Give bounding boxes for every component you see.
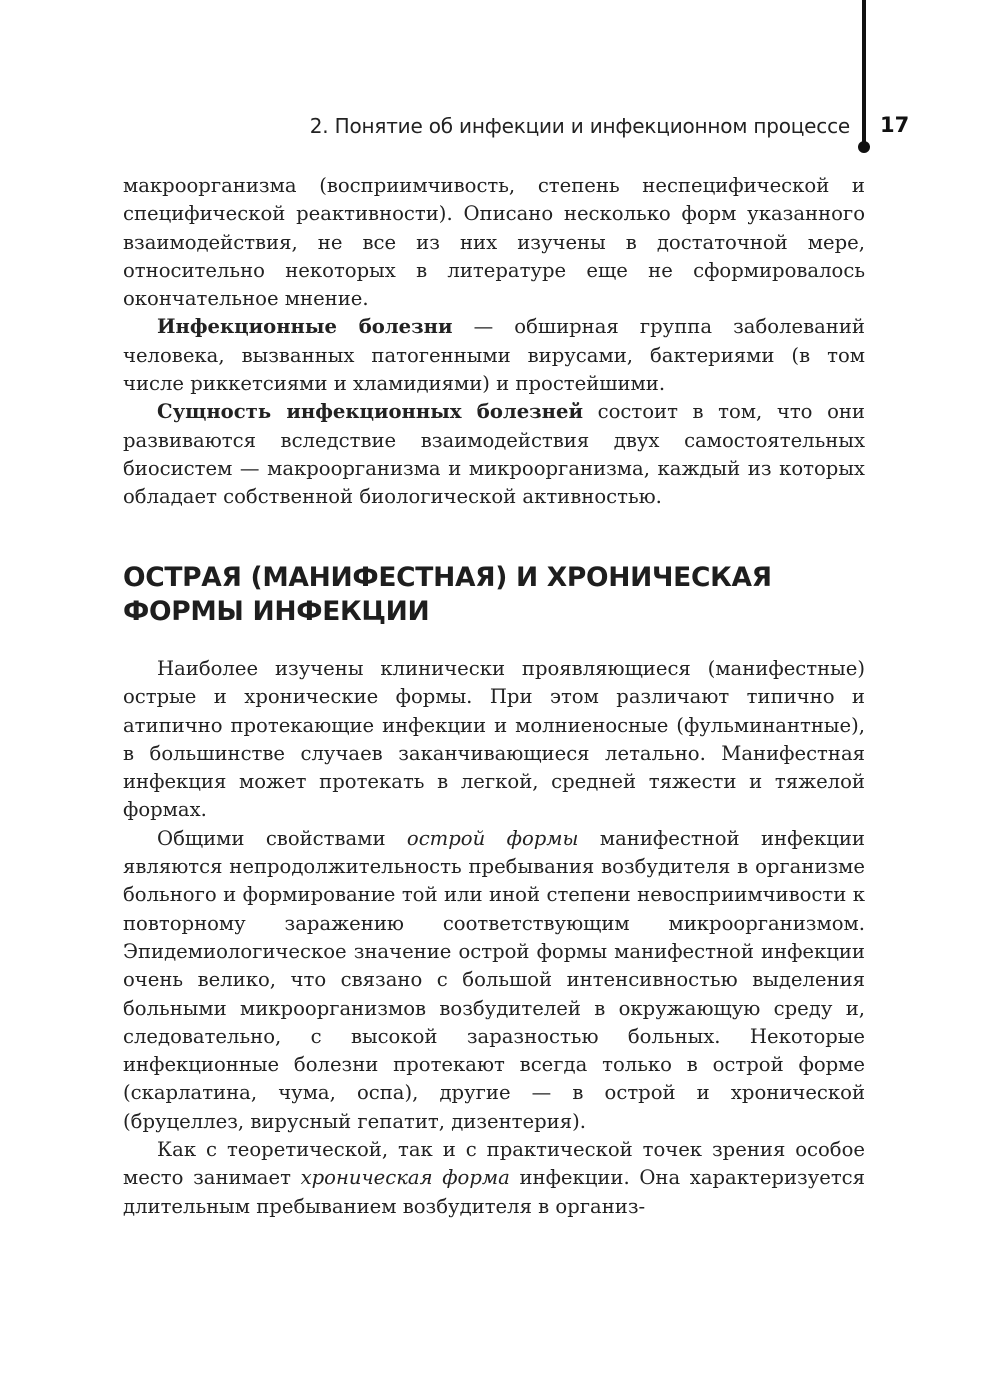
term-acute-form: острой формы — [406, 826, 579, 850]
section-paragraph-3-lead: Как с теоретической, так и с практической точек зрения особое место занимает — [123, 1138, 865, 1190]
section-heading: ОСТРАЯ (МАНИФЕСТНАЯ) И ХРОНИЧЕСКАЯ ФОРМЫ ИНФЕКЦИИ — [123, 562, 772, 627]
section-paragraph-2-text: манифестной инфекции являются непродолжительность пребывания возбудителя в организме больного и формирование той или иной степени невосприимчивости к повторному заражению соответствующим микроорганизмом. Эпидемиологическое значение острой формы манифестной инфекции очень велико, что связано с большой интенсивностью выделения больными микроорганизмов возбудителей в окружающую среду и, следовательно, с высокой заразностью больных. Некоторые инфекционные болезни протекают всегда только в острой форме (скарлатина, чума, оспа), другие — в острой и хронической (бруцеллез, вирусный гепатит, дизентерия). — [123, 826, 865, 1133]
section-text-block — [123, 655, 865, 1221]
section-paragraph-2-lead: Общими свойствами — [157, 826, 407, 850]
intro-paragraph-1 — [123, 172, 865, 313]
intro-paragraph-1-text: макроорганизма (восприимчивость, степень неспецифической и специфической реактивности). Описано несколько форм указанного взаимодействия, не все из них изучены в достаточной мере, относительно некоторых в литературе еще не сформировалось окончательное мнение. — [123, 174, 865, 311]
section-paragraph-3-text: инфекции. Она характеризуется длительным пребыванием возбудителя в организ- — [123, 1166, 865, 1218]
intro-text-block — [123, 172, 865, 512]
section-paragraph-2 — [123, 825, 865, 1136]
term-chronic-form: хроническая форма — [300, 1166, 510, 1190]
term-essence-of-infectious-diseases: Сущность инфекционных болезней — [157, 400, 584, 424]
section-paragraph-3 — [123, 1136, 865, 1221]
intro-paragraph-3-text: состоит в том, что они развиваются вследствие взаимодействия двух самостоятельных биосистем — макроорганизма и микроорганизма, каждый из которых обладает собственной биологической активностью. — [123, 400, 865, 509]
section-paragraph-1 — [123, 655, 865, 825]
intro-paragraph-3 — [123, 398, 865, 511]
margin-rule-dot — [858, 141, 870, 153]
term-infectious-diseases: Инфекционные болезни — [157, 315, 453, 339]
running-head: 2. Понятие об инфекции и инфекционном процессе — [309, 114, 850, 138]
page-number: 17 — [880, 113, 910, 137]
intro-paragraph-2-text: — обширная группа заболеваний человека, вызванных патогенными вирусами, бактериями (в том числе риккетсиями и хламидиями) и простейшими. — [123, 315, 865, 396]
section-paragraph-1-text: Наиболее изучены клинически проявляющиеся (манифестные) острые и хронические формы. При этом различают типично и атипично протекающие инфекции и молниеносные (фульминантные), в большинстве случаев заканчивающиеся летально. Манифестная инфекция может протекать в легкой, средней тяжести и тяжелой формах. — [123, 657, 865, 822]
margin-rule-line — [862, 0, 866, 145]
intro-paragraph-2 — [123, 313, 865, 398]
